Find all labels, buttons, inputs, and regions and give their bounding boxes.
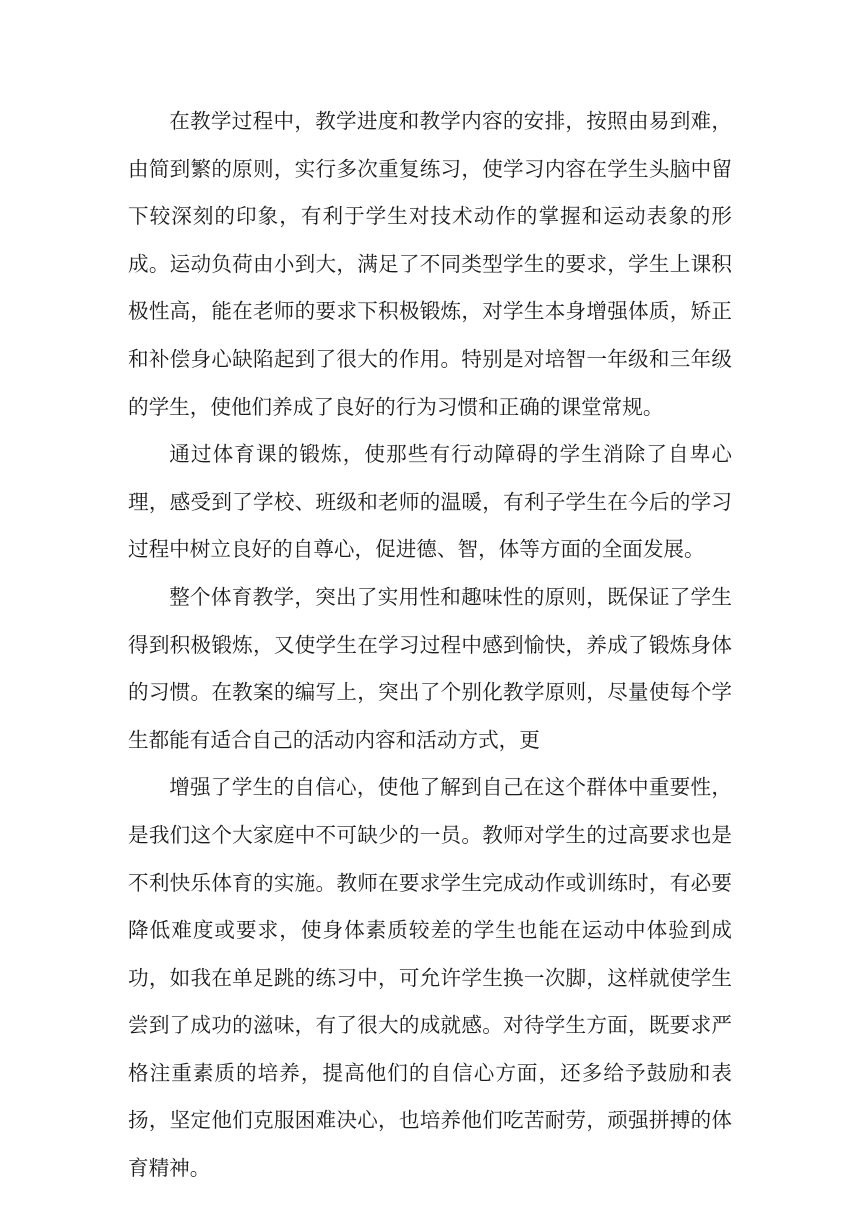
paragraph-3: 整个体育教学，突出了实用性和趣味性的原则，既保证了学生得到积极锻炼，又使学生在学习过程中感到愉快，养成了锻炼身体的习惯。在教案的编写上，突出了个别化教学原则，尽量使每个学生都能有适合自己的活动内容和活动方式，更 bbox=[128, 584, 732, 752]
paragraph-1: 在教学过程中，教学进度和教学内容的安排，按照由易到难，由简到繁的原则，实行多次重复练习，使学习内容在学生头脑中留下较深刻的印象，有利于学生对技术动作的掌握和运动表象的形成。运动负荷由小到大，满足了不同类型学生的要求，学生上课积极性高，能在老师的要求下积极锻炼，对学生本身增强体质，矫正和补偿身心缺陷起到了很大的作用。特别是对培智一年级和三年级的学生，使他们养成了良好的行为习惯和正确的课堂常规。 bbox=[128, 109, 732, 419]
paragraph-2: 通过体育课的锻炼，使那些有行动障碍的学生消除了自卑心理，感受到了学校、班级和老师的温暖，有利子学生在今后的学习过程中树立良好的自尊心，促进德、智，体等方面的全面发展。 bbox=[128, 442, 732, 562]
paragraph-4: 增强了学生的自信心，使他了解到自己在这个群体中重要性，是我们这个大家庭中不可缺少的一员。教师对学生的过高要求也是不利快乐体育的实施。教师在要求学生完成动作或训练时，有必要降低难度或要求，使身体素质较差的学生也能在运动中体验到成功，如我在单足跳的练习中，可允许学生换一次脚，这样就使学生尝到了成功的滋味，有了很大的成就感。对待学生方面，既要求严格注重素质的培养，提高他们的自信心方面，还多给予鼓励和表扬，坚定他们克服困难决心，也培养他们吃苦耐劳，顽强拼搏的体育精神。 bbox=[128, 775, 732, 1181]
document-page bbox=[128, 98, 732, 1193]
